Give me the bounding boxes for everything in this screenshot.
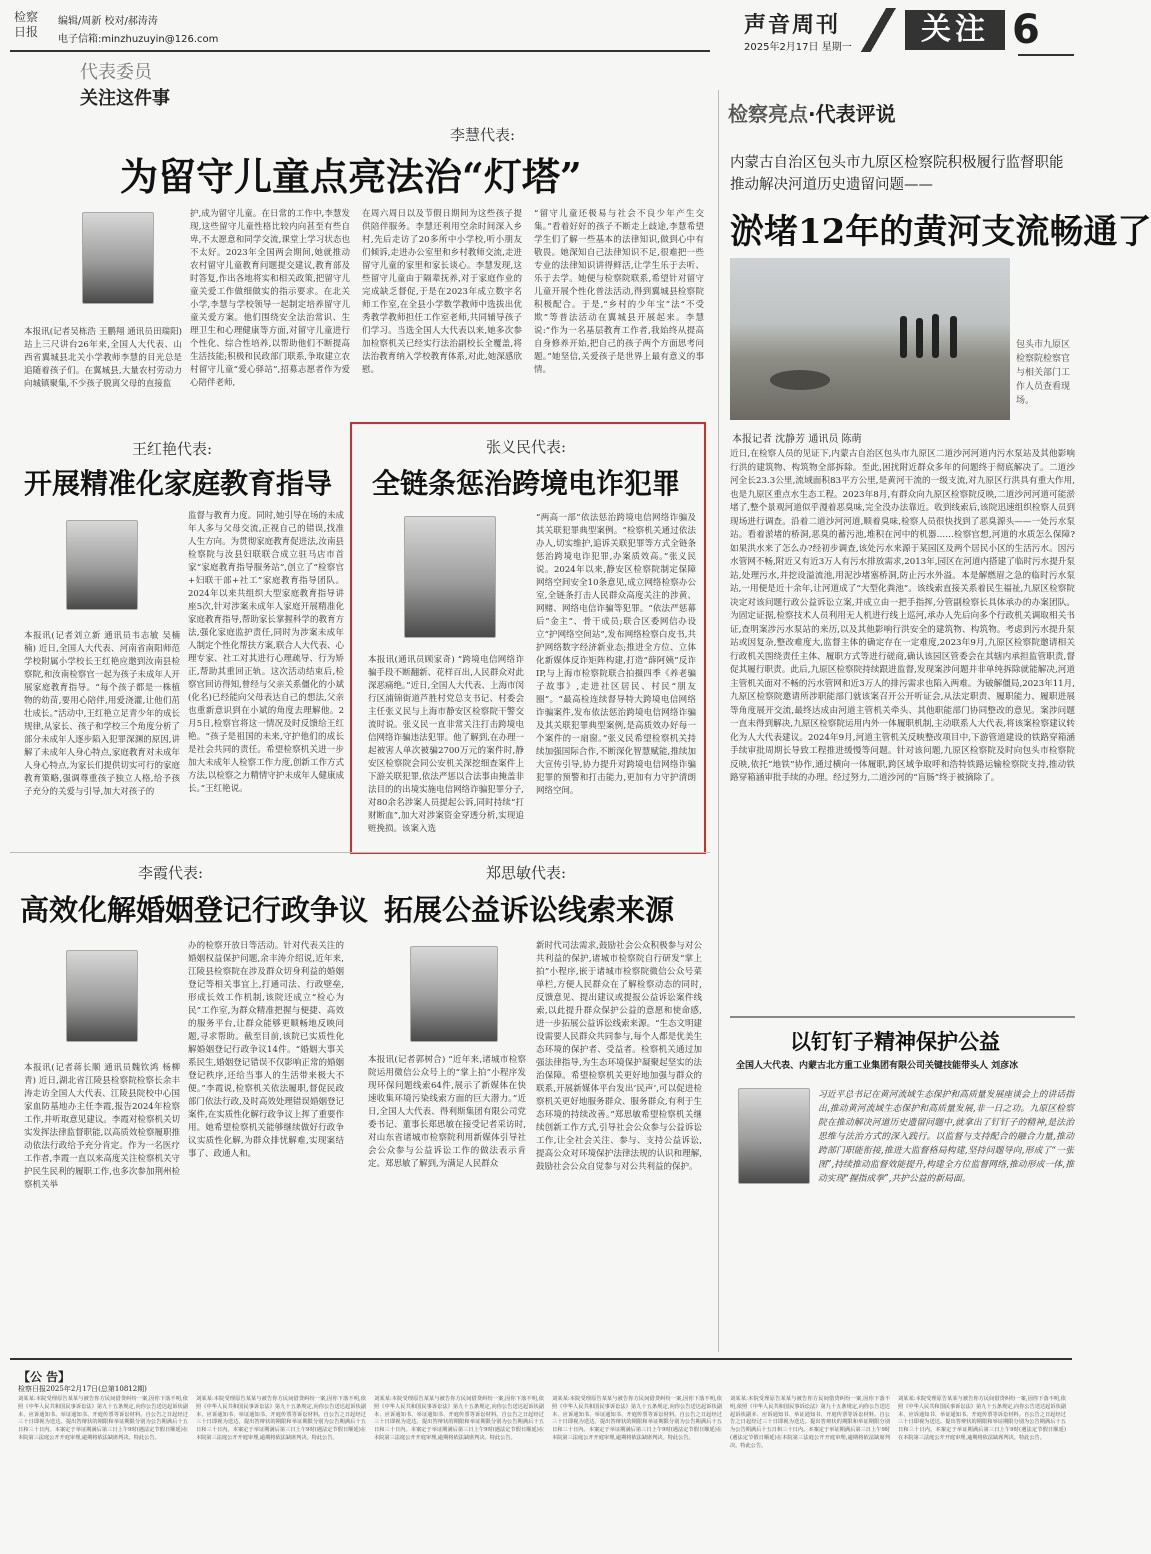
portrait-li-hui (82, 212, 154, 304)
section-label: 关注 (905, 10, 1005, 50)
row-divider (10, 852, 710, 853)
masthead-rule-right (1018, 54, 1074, 56)
portrait-li-xia (66, 950, 138, 1042)
portrait-zhang-yimin (404, 516, 496, 638)
right-banner (728, 98, 1073, 138)
article2-col2: 监督与教育力度。同时,她引导在场的未成年人多与父母交流,正视自己的错误,找准人生方向。为贯彻家庭教育促进法,汝南县检察院与汝县妇联联合成立驻马店市首家“家庭教育指导服务站”,创立了“检察官+妇联干部+社工”家庭教育指导团队。2024年以来共组织大型家庭教育指导讲座5次,针对涉案未成年人家庭开展精准化家庭教育指导,帮助家长掌握科学的教育方法,强化家庭监护责任,同时为涉案未成年人制定个性化帮扶方案,联合人大代表、心理专家、社工对其进行心理疏导、行为矫正,帮助其重回正轨。这次活动结束后,检察官回访得知,曾经与父亲关系僵化的小斌(化名)已经能向父母表达自己的想法,父亲也重新意识到在小斌的角度去理解他。2月5日,检察官将这一情况及时反馈给王红艳。“孩子是祖国的未来,守护他们的成长是社会共同的责任。希望检察机关进一步加大未成年人检察工作力度,创新工作方式方法,以检察之力精情守护未成年人健康成长。”王红艳说。 (188, 511, 344, 794)
notice-column: 刘某某:本院受理原告某某与被告你方民间借贷纠纷一案,因你下落不明,依照《中华人民共和国民事诉讼法》第九十五条规定,向你公告送达起诉状副本、应诉通知书、举证通知书、开庭传票等诉讼材料。自公告之日起经过三十日即视为送达。提出答辩状的期限和举证期限分别为公告期满后十五日和三十日内。本案定于举证期满后第三日上午9时(遇法定节假日顺延)在本院第三法庭公开开庭审理,逾期将依法缺席判决。特此公告。 (730, 1396, 890, 1449)
column-divider (718, 90, 719, 1352)
person-figure (932, 314, 939, 358)
masthead-left (14, 10, 314, 44)
drain-pit (770, 370, 830, 390)
person-figure (950, 316, 957, 358)
article1-author: 李慧代表: (450, 126, 516, 144)
article4-col1: 本报讯(记者蒋长顺 通讯员魏钦鸿 杨柳青) 近日,湖北省江陵县检察院检察长余丰涛走访全国人大代表、江陵县院校中心国家血防基地办主任李霞,报告2024年检察工作,并听取意见建议。李霞对检察机关切实发挥法律监督职能,以高质效检察履职推动依法行政给予充分肯定。作为一名医疗工作者,李霞一直以来高度关注检察机关守护民生民利的履职工作,也多次参加荆州检察机关举 (24, 1063, 180, 1190)
newspaper-logo: 检察日报 (14, 10, 39, 39)
publication-name: 声音周刊 (744, 13, 841, 38)
notice-section (10, 1358, 1072, 1546)
article1-col2: 护,成为留守儿童。在日常的工作中,李慧发现,这些留守儿童性格比较内向甚至有些自卑,不太愿意和同学交流,课堂上学习状态也不太好。2023年全国两会期间,她就推动农村留守儿童教育问题提交建议,教育部及时答复,作出各地将实和相关政策,把留守儿童关爱工作做细做实的指示要求。在北关小学,李慧与学校领导一起制定培养留守儿童关爱方案。他们围绕安全法治常识、生理卫生和心理健康等方面,对留守儿童进行个性化、综合性培养,以帮助他们不断提高生活技能;积极和民政部门联系,争取建立农村留守儿童“爱心驿站”,招募志愿者作为爱心陪伴老师, (190, 209, 350, 388)
column-title-line2: 关注这件事 (80, 88, 170, 109)
article5-col2: 新时代司法需求,鼓励社会公众积极参与对公共利益的保护,诸城市检察院自行研发“掌上拍”小程序,嵌于诸城市检察院微信公众号菜单栏,方便人民群众在了解检察动态的同时,反馈意见、提出建议或提报公益诉讼案件线索,以此提升群众保护公益的意愿和使命感,进一步拓展公益诉讼线索来源。“生态文明建设需要人民群众共同参与,每个人都是优美生态环境的保护者、受益者。检察机关通过加强法律指导,为生态环境保护凝聚起坚实的法治保障。希望检察机关更好地加强与群众的联系,开展新媒体平台发出‘民声’,可以促进检察机关更好地服务群众、服务群众,有利于生态环境的持续改善。”郑思敏希望检察机关继续创新工作方式,引导社会公众参与公益诉讼工作,让全社会关注、参与、支持公益诉讼,提高公众对环境保护法律法规的认识和理解,鼓励社会公众自觉参与对公共利益的保护。 (536, 941, 702, 1172)
issue-date: 2025年2月17日 星期一 (744, 42, 852, 53)
portrait-wang-hongyan (66, 520, 138, 610)
notice-column: 刘某某:本院受理原告某某与被告你方民间借贷纠纷一案,因你下落不明,依照《中华人民共和国民事诉讼法》第九十五条规定,向你公告送达起诉状副本、应诉通知书、举证通知书、开庭传票等诉讼材料。自公告之日起经过三十日即视为送达。提出答辩状的期限和举证期限分别为公告期满后十五日和三十日内。本案定于举证期满后第三日上午9时(遇法定节假日顺延)在本院第三法庭公开开庭审理,逾期将依法缺席判决。特此公告。 (374, 1396, 544, 1441)
right-byline: 本报记者 沈静芳 通讯员 陈萌 (732, 434, 862, 445)
right-headline: 淤堵12年的黄河支流畅通了 (730, 212, 1151, 252)
person-figure (900, 316, 907, 358)
article3-col1: 本报讯(通讯员顾家奇) “跨境电信网络诈骗手段不断翻新、花样百出,人民群众对此深恶痛绝。”近日,全国人大代表、上海市闵行区浦锦街道芦胜村党总支书记、村委会主任张义民与上海市静安区检察院干警交流时说。张义民一直非常关注打击跨境电信网络诈骗违法犯罪。他了解到,在办理一起被害人单次被骗2700万元的案件时,静安区检察院会同公安机关深挖细查案件上下游关联犯罪,依法严惩以合法事由掩盖非法目的的出境实施电信网络诈骗犯罪分子,对80余名涉案人员提起公诉,同时持续“打财断血”,加大对涉案资金穿透分析,实现追赃挽损。该案入选 (368, 655, 524, 834)
article5-author: 郑思敏代表: (486, 864, 567, 882)
notice-column: 刘某某:本院受理原告某某与被告你方民间借贷纠纷一案,因你下落不明,依照《中华人民共和国民事诉讼法》第九十五条规定,向你公告送达起诉状副本、应诉通知书、举证通知书、开庭传票等诉讼材料。自公告之日起经过三十日即视为送达。提出答辩状的期限和举证期限分别为公告期满后十五日和三十日内。本案定于举证期满后第三日上午9时(遇法定节假日顺延)在本院第三法庭公开开庭审理,逾期将依法缺席判决。特此公告。 (898, 1396, 1066, 1441)
article5-headline: 拓展公益诉讼线索来源 (384, 893, 675, 927)
article2-headline: 开展精准化家庭教育指导 (24, 467, 333, 500)
article3-col2: “两高一部”依法惩治跨境电信网络诈骗及其关联犯罪典型案例。“检察机关通过依法办人,切实维护,追诉关联犯罪等方式全链条惩治跨境电诈犯罪,办案质效高。”张义民说。2024年以来,静安区检察院制定保障网络空间安全10条意见,成立网络检察办公室,全链条打击人民群众高度关注的涉黄、网赌、网络电信诈骗等犯罪。“依法严惩幕后“金主”、骨干成员;联合区委网信办设立“护网络空间站”,发布网络检察白皮书,共护网络数字经济新业态;推进全方位、立体化新媒体反诈矩阵构建,打造“薛阿姨”反诈IP,与上海市检察院联合拍摄四季《养老骗子故事》,走进社区居民、村民“朋友圈”。“最高检连续督导特大跨境电信网络诈骗案件,发布依法惩治跨境电信网络诈骗及其关联犯罪典型案例,是高质效办好每一个案件的一扇窗。”张义民希望检察机关持续加强国际合作,不断深化智慧赋能,推续加大宣传引导,协力提升对跨境电信网络诈骗犯罪的预警和打击能力,更加有力守护清朗网络空间。 (536, 513, 696, 796)
notice-column: 刘某某:本院受理原告某某与被告你方民间借贷纠纷一案,因你下落不明,依照《中华人民共和国民事诉讼法》第九十五条规定,向你公告送达起诉状副本、应诉通知书、举证通知书、开庭传票等诉讼材料。自公告之日起经过三十日即视为送达。提出答辩状的期限和举证期限分别为公告期满后十五日和三十日内。本案定于举证期满后第三日上午9时(遇法定节假日顺延)在本院第三法庭公开开庭审理,逾期将依法缺席判决。特此公告。 (552, 1396, 722, 1441)
person-figure (916, 318, 923, 358)
article1-col1: 本报讯(记者吴栋浩 王鹏翔 通讯员田瑞阳) 站上三尺讲台26年来,全国人大代表、山西省翼城县北关小学教师李慧的目光总是追随着孩子们。在翼城县,大量农村劳动力向城镇聚集,不少孩子脱离父母的直接监 (24, 327, 182, 389)
commentary-rule (730, 1016, 1075, 1018)
article3-author: 张义民代表: (486, 438, 567, 456)
banner-label-b: ·代表评说 (808, 102, 896, 126)
article5-col1: 本报讯(记者郭树合) “近年来,诸城市检察院运用微信公众号上的“掌上拍”小程序发现环保问题线索64件,展示了新媒体在快速收集环境污染线索方面的巨大潜力。”近日,全国人大代表、得利斯集团有限公司党委书记、董事长郑思敏在接受记者采访时,对山东省诸城市检察院利用新媒体引导社会公众参与公益诉讼工作的做法表示肯定。郑思敏了解到,为满足人民群众 (368, 1055, 526, 1169)
commentary-title: 以钉钉子精神保护公益 (790, 1030, 1000, 1054)
article2-author: 王红艳代表: (132, 440, 213, 458)
commentary-body: 习近平总书记在黄河流域生态保护和高质量发展座谈会上的讲话指出,推动黄河流域生态保护和高质量发展,非一日之功。九原区检察院在推动解决河道历史遗留问题中,就拿出了钉钉子的精神,是法治思维与法治方式的深入践行。以监督与支持配合的融合力量,推动跨部门职能衔接,推进大监督格局构建,坚持问题导向,形成了“一张图”,持续推动监督效能提升,构建全方位监督网络,推动形成一体,推动实现“握指成拳”,共护公益的新局面。 (818, 1090, 1074, 1184)
notice-subtitle: 检察日报2025年2月17日(总第10812期) (18, 1385, 147, 1393)
article4-col2: 办的检察开放日等活动。针对代表关注的婚姻权益保护问题,余丰涛介绍说,近年来,江陵县检察院在涉及群众切身利益的婚姻登记等相关事宜上,打通司法、行政壁垒,形成长效工作机制,该院还成立“检心为民”工作室,为群众精准把握与便捷、高效的服务平台,让群众能够更顺畅地反映问题,寻求帮助。截至目前,该院已实质性化解婚姻登记行政争议14件。“婚姻大事关系民生,婚姻登记错误不仅影响正常的婚姻登记秩序,还给当事人的生活带来极大不便。”李霞说,检察机关依法履职,督促民政部门依法行政,及时高效处理错误婚姻登记案件,在实质性化解行政争议上挥了重要作用。她希望检察机关能够继续做好行政争议实质性化解,为群众排忧解难,实现案结事了、政通人和。 (188, 941, 344, 1159)
portrait-zheng-simin (410, 946, 498, 1042)
portrait-liu-yanbing (738, 1088, 810, 1184)
article4-headline: 高效化解婚姻登记行政争议 (20, 893, 369, 927)
article3-headline: 全链条惩治跨境电诈犯罪 (372, 467, 681, 500)
article1-col4: “留守儿童还极易与社会不良少年产生交集。”看着好好的孩子不断走上歧途,李慧希望学生们了解一些基本的法律知识,做到心中有敬畏。她深知自己法律知识不足,很难把一些专业的法律知识讲得鲜活,让学生乐于去听、乐于去学。她便与检察院联系,希望针对留守儿童开展个性化普法活动,得到翼城县检察院积极配合。于是,“乡村的少年宝”法“不受欺”等普法活动在翼城县开展起来。李慧说:“作为一名基层教育工作者,我始终从提高自身修养开始,把自己的孩子两个方面思考问题。”她坚信,关爱孩子是世界上最有意义的事情。 (534, 209, 704, 375)
commentary-byline: 全国人大代表、内蒙古北方重工业集团有限公司关键技能带头人 刘彦冰 (736, 1061, 1019, 1071)
column-title-line1: 代表委员 (80, 62, 152, 83)
masthead-rule (10, 50, 710, 52)
notice-column: 刘某某:本院受理原告某某与被告你方民间借贷纠纷一案,因你下落不明,依照《中华人民共和国民事诉讼法》第九十五条规定,向你公告送达起诉状副本、应诉通知书、举证通知书、开庭传票等诉讼材料。自公告之日起经过三十日即视为送达。提出答辩状的期限和举证期限分别为公告期满后十五日和三十日内。本案定于举证期满后第三日上午9时(遇法定节假日顺延)在本院第三法庭公开开庭审理,逾期将依法缺席判决。特此公告。 (196, 1396, 366, 1441)
photo-caption: 包头市九原区检察院检察官与相关部门工作人员查看现场。 (1016, 340, 1071, 406)
slash-decoration (860, 8, 900, 52)
contact-email: 电子信箱:minzhuzuyin@126.com (58, 34, 219, 45)
article4-author: 李霞代表: (138, 864, 204, 882)
editor-credits: 编辑/周新 校对/郝涛涛 (58, 16, 158, 27)
right-deck: 内蒙古自治区包头市九原区检察院积极履行监督职能推动解决河道历史遗留问题—— (730, 155, 1064, 193)
article1-headline: 为留守儿童点亮法治“灯塔” (120, 154, 582, 199)
column-title (80, 60, 170, 112)
notice-column: 刘某某:本院受理原告某某与被告你方民间借贷纠纷一案,因你下落不明,依照《中华人民共和国民事诉讼法》第九十五条规定,向你公告送达起诉状副本、应诉通知书、举证通知书、开庭传票等诉讼材料。自公告之日起经过三十日即视为送达。提出答辩状的期限和举证期限分别为公告期满后十五日和三十日内。本案定于举证期满后第三日上午9时(遇法定节假日顺延)在本院第三法庭公开开庭审理,逾期将依法缺席判决。特此公告。 (18, 1396, 188, 1441)
article1-col3: 在周六周日以及节假日期间为这些孩子提供陪伴服务。李慧还利用空余时间深入乡村,先后走访了20多所中小学校,听小朋友们倾诉,走进办公室里和乡村教师交流,走进留守儿童的家里和家长谈心。李慧发现,这些留守儿童由于隔辈抚养,对于家庭作业的完成缺乏督促,于是在2023年成立数字名师工作室,在全县小学数学教师中选拔出优秀教学教师担任工作室老师,共同辅导孩子们学习。当选全国人大代表以来,她多次参加检察机关已经实行法治副校长全覆盖,将法治教育纳入学校教育体系,对此,她深感欣慰。 (362, 209, 522, 375)
right-body: 近日,在检察人员的见证下,内蒙古自治区包头市九原区二道沙河河道内污水泵站及其他影响行洪的建筑物、构筑物全部拆除。至此,困扰附近群众多年的问题终于彻底解决了。二道沙河全长23.3公里,流域面积83平方公里,是黄河干流的一级支流,对九原区行洪具有重大作用,也是九原区重点水生态工程。2023年8月,有群众向九原区检察院反映,二道沙河河道可能淤堵了,整个景观河道似乎漫着恶臭味,完全没办法靠近。收到线索后,该院迅速组织检察人员到现场进行调查。沿着二道沙河河道,顺着臭味,检察人员很快找到了恶臭源头——一处污水泵站。看着淤堵的桥洞,恶臭的蓄污池,堆积在河中的机器……检察官想,河道的水质怎么保障?如果洪水来了怎么办?经初步调查,该处污水来源于某园区及两个居民小区的生活污水。因污水管网不畅,附近又有近3万人有污水排放需求,2013年,园区在河道内搭建了临时污水提升泵站,处理污水,并挖设溢流池,用泥沙堵塞桥洞,防止污水外溢。本是解燃眉之急的临时污水泵站,一用便是近十余年,让河道成了“大型化粪池”。该线索直接关系着民生福祉,九原区检察院决定对该问题行政公益诉讼立案,并成立由一把手指挥,分管副检察长具体承办的办案团队。为固定证据,检察技术人员利用无人机进行线上巡河,承办人先后向多个行政机关调取相关书证,查明案涉污水泵站的来历,以及其他影响行洪安全的建筑物、构筑物。考虑到污水提升泵站或因复杂,整改难度大,监督主体的确定存在一定难度,2023年9月,九原区检察院邀请相关行政机关围绕责任主体、履职方式等进行磋商,确认该园区管委会在其辖内承担监管职责,督促其履行职责。此后,九原区检察院持续跟进监督,发现案涉问题并非单纯拆除就能解决,河道主管机关面对不畅的污水管网和近3万人的排污需求也陷入两难。为破解僵局,2023年11月,九原区检察院邀请所涉职能部门就该案召开公开听证会,从法定职责、履职能力、履职进展等角度展开交流,最终达成由河道主管机关牵头、其他职能部门协同整改的意见。案涉问题一直未得到解决,九原区检察院运用内外一体履职机制,主动联系人大代表,将该案检察建议转化为人大代表建议。2024年9月,河道主管机关反映整改项目中,下游管道建设的铁路穿箱涵手续审批周期长导致工程推进缓慢等问题。针对该问题,九原区检察院及时向包头市检察院反映,依托“地铁”协作,通过横向一体履职,跨区域争取呼和浩特铁路运输检察院支持,推动铁路穿箱涵审批手续的办理。经过努力,二道沙河的“盲肠”终于被摘除了。 (730, 449, 1075, 783)
masthead-right (740, 8, 1070, 52)
page-number: 6 (1012, 7, 1040, 53)
site-photo (730, 258, 1010, 420)
banner-label-a: 检察亮点 (728, 102, 808, 126)
article2-col1: 本报讯(记者刘立新 通讯员韦志敏 吴楠楠) 近日,全国人大代表、河南省南阳师范学校附属小学校长王红艳应邀到汝南县检察院,和汝南检察官一起为孩子未成年人开展家庭教育指导。“每个孩子都是一株植物的幼苗,要用心陪伴,用爱浇灌,让他们茁壮成长。”活动中,王红艳立足青少年的成长规律,从家长、孩子和学校三个角度分析了部分未成年人逐步陷入犯罪深渊的原因,讲解了未成年人身心特点,家庭教育对未成年人身心特点,为家长们提供切实可行的家庭教育策略,强调尊重孩子独立人格,给予孩子充分的关爱与引导,加大对孩子的 (24, 631, 180, 797)
notice-title: 【公 告】 (18, 1370, 71, 1384)
